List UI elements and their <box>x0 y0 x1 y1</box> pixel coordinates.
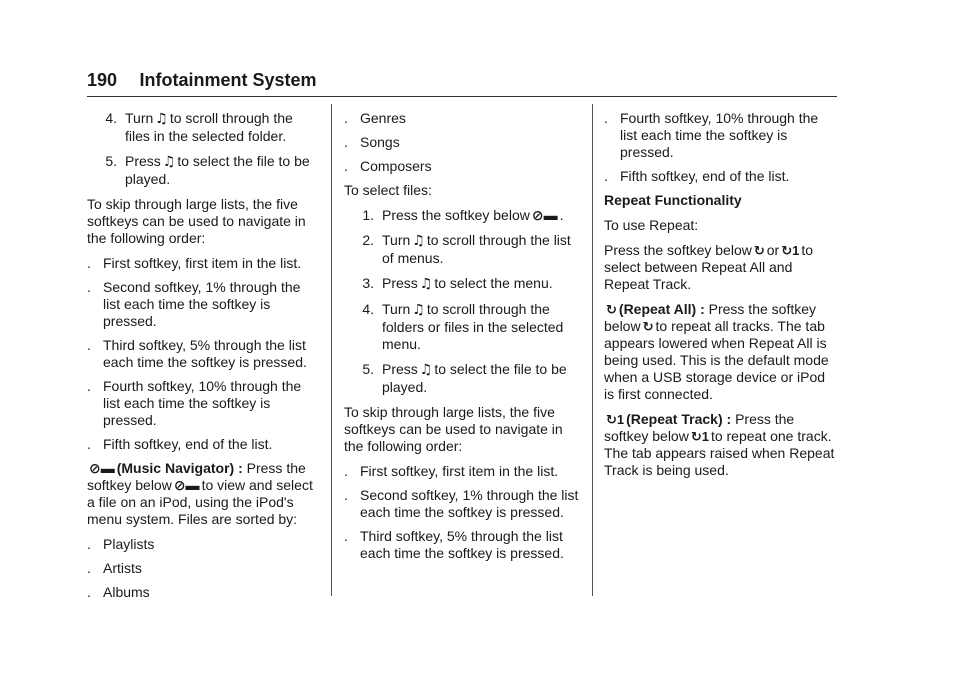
list-item: . Genres <box>344 110 406 126</box>
list-item: . Composers <box>344 158 432 174</box>
list-item: . Fifth softkey, end of the list. <box>604 168 790 184</box>
list-item: . Second softkey, 1% through the list each time the softkey is pressed. <box>344 487 579 520</box>
list-item: . Albums <box>87 584 150 600</box>
repeat-one-icon: ↻1 <box>690 429 709 444</box>
list-item: . Fourth softkey, 10% through the list each time the softkey is pressed. <box>87 378 302 428</box>
paragraph: To skip through large lists, the five softkeys can be used to navigate in the following order: <box>344 404 563 454</box>
page-header <box>87 70 837 91</box>
tune-knob-icon: ♫ <box>155 111 168 127</box>
tune-knob-icon: ♫ <box>419 362 433 378</box>
list-item: . First softkey, first item in the list. <box>344 463 559 479</box>
paragraph: To skip through large lists, the five softkeys can be used to navigate in the following order: <box>87 196 306 246</box>
paragraph: ↻1 (Repeat Track) : Press the softkey below ↻1 to repeat one track. The tab appears raised when Repeat Track is being used. <box>604 411 835 478</box>
paragraph: To select files: <box>344 182 432 198</box>
step-item: 5. Press ♫ to select the file to be played. <box>362 361 567 395</box>
list-item: . Fifth softkey, end of the list. <box>87 436 273 452</box>
list-item: . Second softkey, 1% through the list each time the softkey is pressed. <box>87 279 301 329</box>
step-item: 2. Turn ♫ to scroll through the list of menus. <box>362 232 571 266</box>
repeat-icon: ↻ <box>606 302 617 317</box>
list-item: . Fourth softkey, 10% through the list each time the softkey is pressed. <box>604 110 819 160</box>
column-divider <box>592 104 593 596</box>
repeat-icon: ↻ <box>642 319 654 334</box>
step-item: 1. Press the softkey below ⊘▬ . <box>362 207 564 223</box>
step-text: Press ♫ to select the file to be played. <box>125 153 310 187</box>
tune-knob-icon: ♫ <box>162 154 176 170</box>
step-item <box>87 153 319 188</box>
column-divider <box>331 104 332 596</box>
repeat-one-icon: ↻1 <box>781 243 800 258</box>
step-item: 4. Turn ♫ to scroll through the folders or files in the selected menu. <box>362 301 564 352</box>
tune-knob-icon: ♫ <box>419 276 433 292</box>
header-rule <box>87 96 837 97</box>
step-number: 5. <box>105 153 117 169</box>
step-item: 3. Press ♫ to select the menu. <box>362 275 553 292</box>
section-heading: Repeat Functionality <box>604 192 742 208</box>
repeat-icon: ↻ <box>753 243 765 258</box>
page-number: 190 <box>87 70 118 90</box>
music-navigator-icon: ⊘▬ <box>173 477 200 493</box>
step-item <box>87 110 319 145</box>
paragraph: To use Repeat: <box>604 217 699 233</box>
music-navigator-icon: ⊘▬ <box>531 207 558 223</box>
paragraph: Press the softkey below ↻ or ↻1 to select between Repeat All and Repeat Track. <box>604 242 814 292</box>
paragraph: ⊘▬ (Music Navigator) : Press the softkey below ⊘▬ to view and select a file on an iPod, using the iPod's menu system. Files are sorted by: <box>87 460 313 527</box>
list-item: . First softkey, first item in the list. <box>87 255 302 271</box>
column-3 <box>604 110 838 487</box>
music-navigator-icon: ⊘▬ <box>89 460 115 476</box>
column-1 <box>87 110 319 608</box>
column-2 <box>344 110 580 569</box>
tune-knob-icon: ♫ <box>412 233 425 249</box>
step-number: 4. <box>105 110 117 126</box>
list-item: . Songs <box>344 134 400 150</box>
list-item: . Third softkey, 5% through the list each time the softkey is pressed. <box>87 337 307 370</box>
paragraph: ↻ (Repeat All) : Press the softkey below ↻ to repeat all tracks. The tab appears lowered when Repeat All is being used. This is the default mode when a USB storage device or iPod is first connected. <box>604 301 829 402</box>
step-text: Turn ♫ to scroll through the files in the selected folder. <box>125 110 293 144</box>
list-item: . Artists <box>87 560 142 576</box>
tune-knob-icon: ♫ <box>412 302 425 318</box>
list-item: . Third softkey, 5% through the list each time the softkey is pressed. <box>344 528 564 561</box>
repeat-one-icon: ↻1 <box>606 412 625 427</box>
page-title: Infotainment System <box>139 70 317 90</box>
list-item: . Playlists <box>87 536 155 552</box>
